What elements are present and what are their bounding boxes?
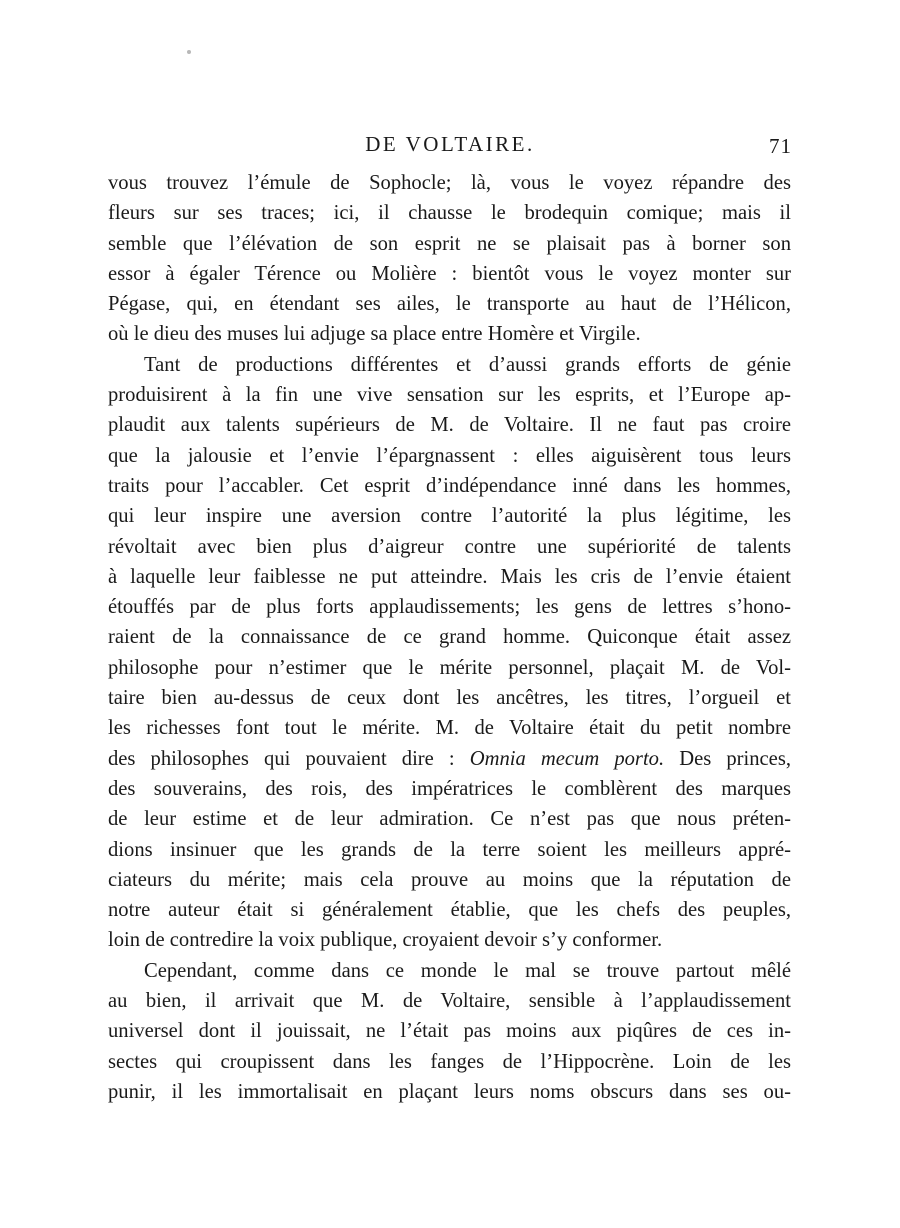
text-line: semble que l’élévation de son esprit ne se plaisait pas à borner son bbox=[108, 232, 791, 255]
running-title: DE VOLTAIRE. bbox=[365, 132, 535, 156]
text-segment: des philosophes qui pouvaient dire : bbox=[108, 747, 455, 770]
text-line: notre auteur était si généralement établie, que les chefs des peuples, bbox=[108, 899, 791, 922]
text-line: Cependant, comme dans ce monde le mal se trouve partout mêlé bbox=[144, 959, 791, 982]
text-line: vous trouvez l’émule de Sophocle; là, vous le voyez répandre des bbox=[108, 172, 791, 194]
text-line: que la jalousie et l’envie l’épargnassent : elles aiguisèrent tous leurs bbox=[108, 444, 791, 467]
text-line: loin de contredire la voix publique, croyaient devoir s’y conformer. bbox=[108, 929, 663, 952]
text-line: sectes qui croupissent dans les fanges de l’Hippocrène. Loin de les bbox=[108, 1050, 791, 1073]
text-line: Pégase, qui, en étendant ses ailes, le transporte au haut de l’Hélicon, bbox=[108, 293, 791, 316]
text-line: étouffés par de plus forts applaudissements; les gens de lettres s’hono- bbox=[108, 596, 791, 619]
text-line: plaudit aux talents supérieurs de M. de Voltaire. Il ne faut pas croire bbox=[108, 414, 791, 437]
text-line: fleurs sur ses traces; ici, il chausse le brodequin comique; mais il bbox=[108, 202, 791, 225]
text-line: de leur estime et de leur admiration. Ce n’est pas que nous préten- bbox=[108, 808, 791, 831]
text-line: Tant de productions différentes et d’aussi grands efforts de génie bbox=[144, 353, 791, 376]
text-line: taire bien au-dessus de ceux dont les ancêtres, les titres, l’orgueil et bbox=[108, 687, 791, 710]
text-segment: Des princes, bbox=[679, 747, 791, 770]
text-line: où le dieu des muses lui adjuge sa place entre Homère et Virgile. bbox=[108, 323, 641, 346]
text-line: les richesses font tout le mérite. M. de Voltaire était du petit nombre bbox=[108, 717, 791, 740]
page-number: 71 bbox=[769, 134, 792, 158]
text-line: produisirent à la fin une vive sensation sur les esprits, et l’Europe ap- bbox=[108, 384, 791, 407]
text-line: philosophe pour n’estimer que le mérite personnel, plaçait M. de Vol- bbox=[108, 656, 791, 679]
text-line: dions insinuer que les grands de la terre soient les meilleurs appré- bbox=[108, 838, 791, 861]
text-line-with-latin bbox=[108, 744, 791, 774]
text-line: au bien, il arrivait que M. de Voltaire, sensible à l’applaudissement bbox=[108, 990, 791, 1013]
text-line: ciateurs du mérite; mais cela prouve au moins que la réputation de bbox=[108, 868, 791, 891]
body-text bbox=[108, 168, 791, 1107]
text-line: à laquelle leur faiblesse ne put atteindre. Mais les cris de l’envie étaient bbox=[108, 565, 791, 588]
latin-quote: Omnia mecum porto. bbox=[469, 747, 665, 770]
text-line: révoltait avec bien plus d’aigreur contre une supériorité de talents bbox=[108, 535, 791, 558]
print-speck bbox=[187, 50, 191, 54]
text-line: universel dont il jouissait, ne l’était pas moins aux piqûres de ces in- bbox=[108, 1020, 791, 1043]
text-line: des souverains, des rois, des impératrices le comblèrent des marques bbox=[108, 777, 791, 800]
text-line: traits pour l’accabler. Cet esprit d’indépendance inné dans les hommes, bbox=[108, 474, 791, 497]
text-line: essor à égaler Térence ou Molière : bientôt vous le voyez monter sur bbox=[108, 262, 791, 285]
text-line: qui leur inspire une aversion contre l’autorité la plus légitime, les bbox=[108, 505, 791, 528]
text-line: punir, il les immortalisait en plaçant leurs noms obscurs dans ses ou- bbox=[108, 1080, 791, 1103]
text-line: raient de la connaissance de ce grand homme. Quiconque était assez bbox=[108, 626, 791, 649]
running-head bbox=[0, 128, 900, 160]
